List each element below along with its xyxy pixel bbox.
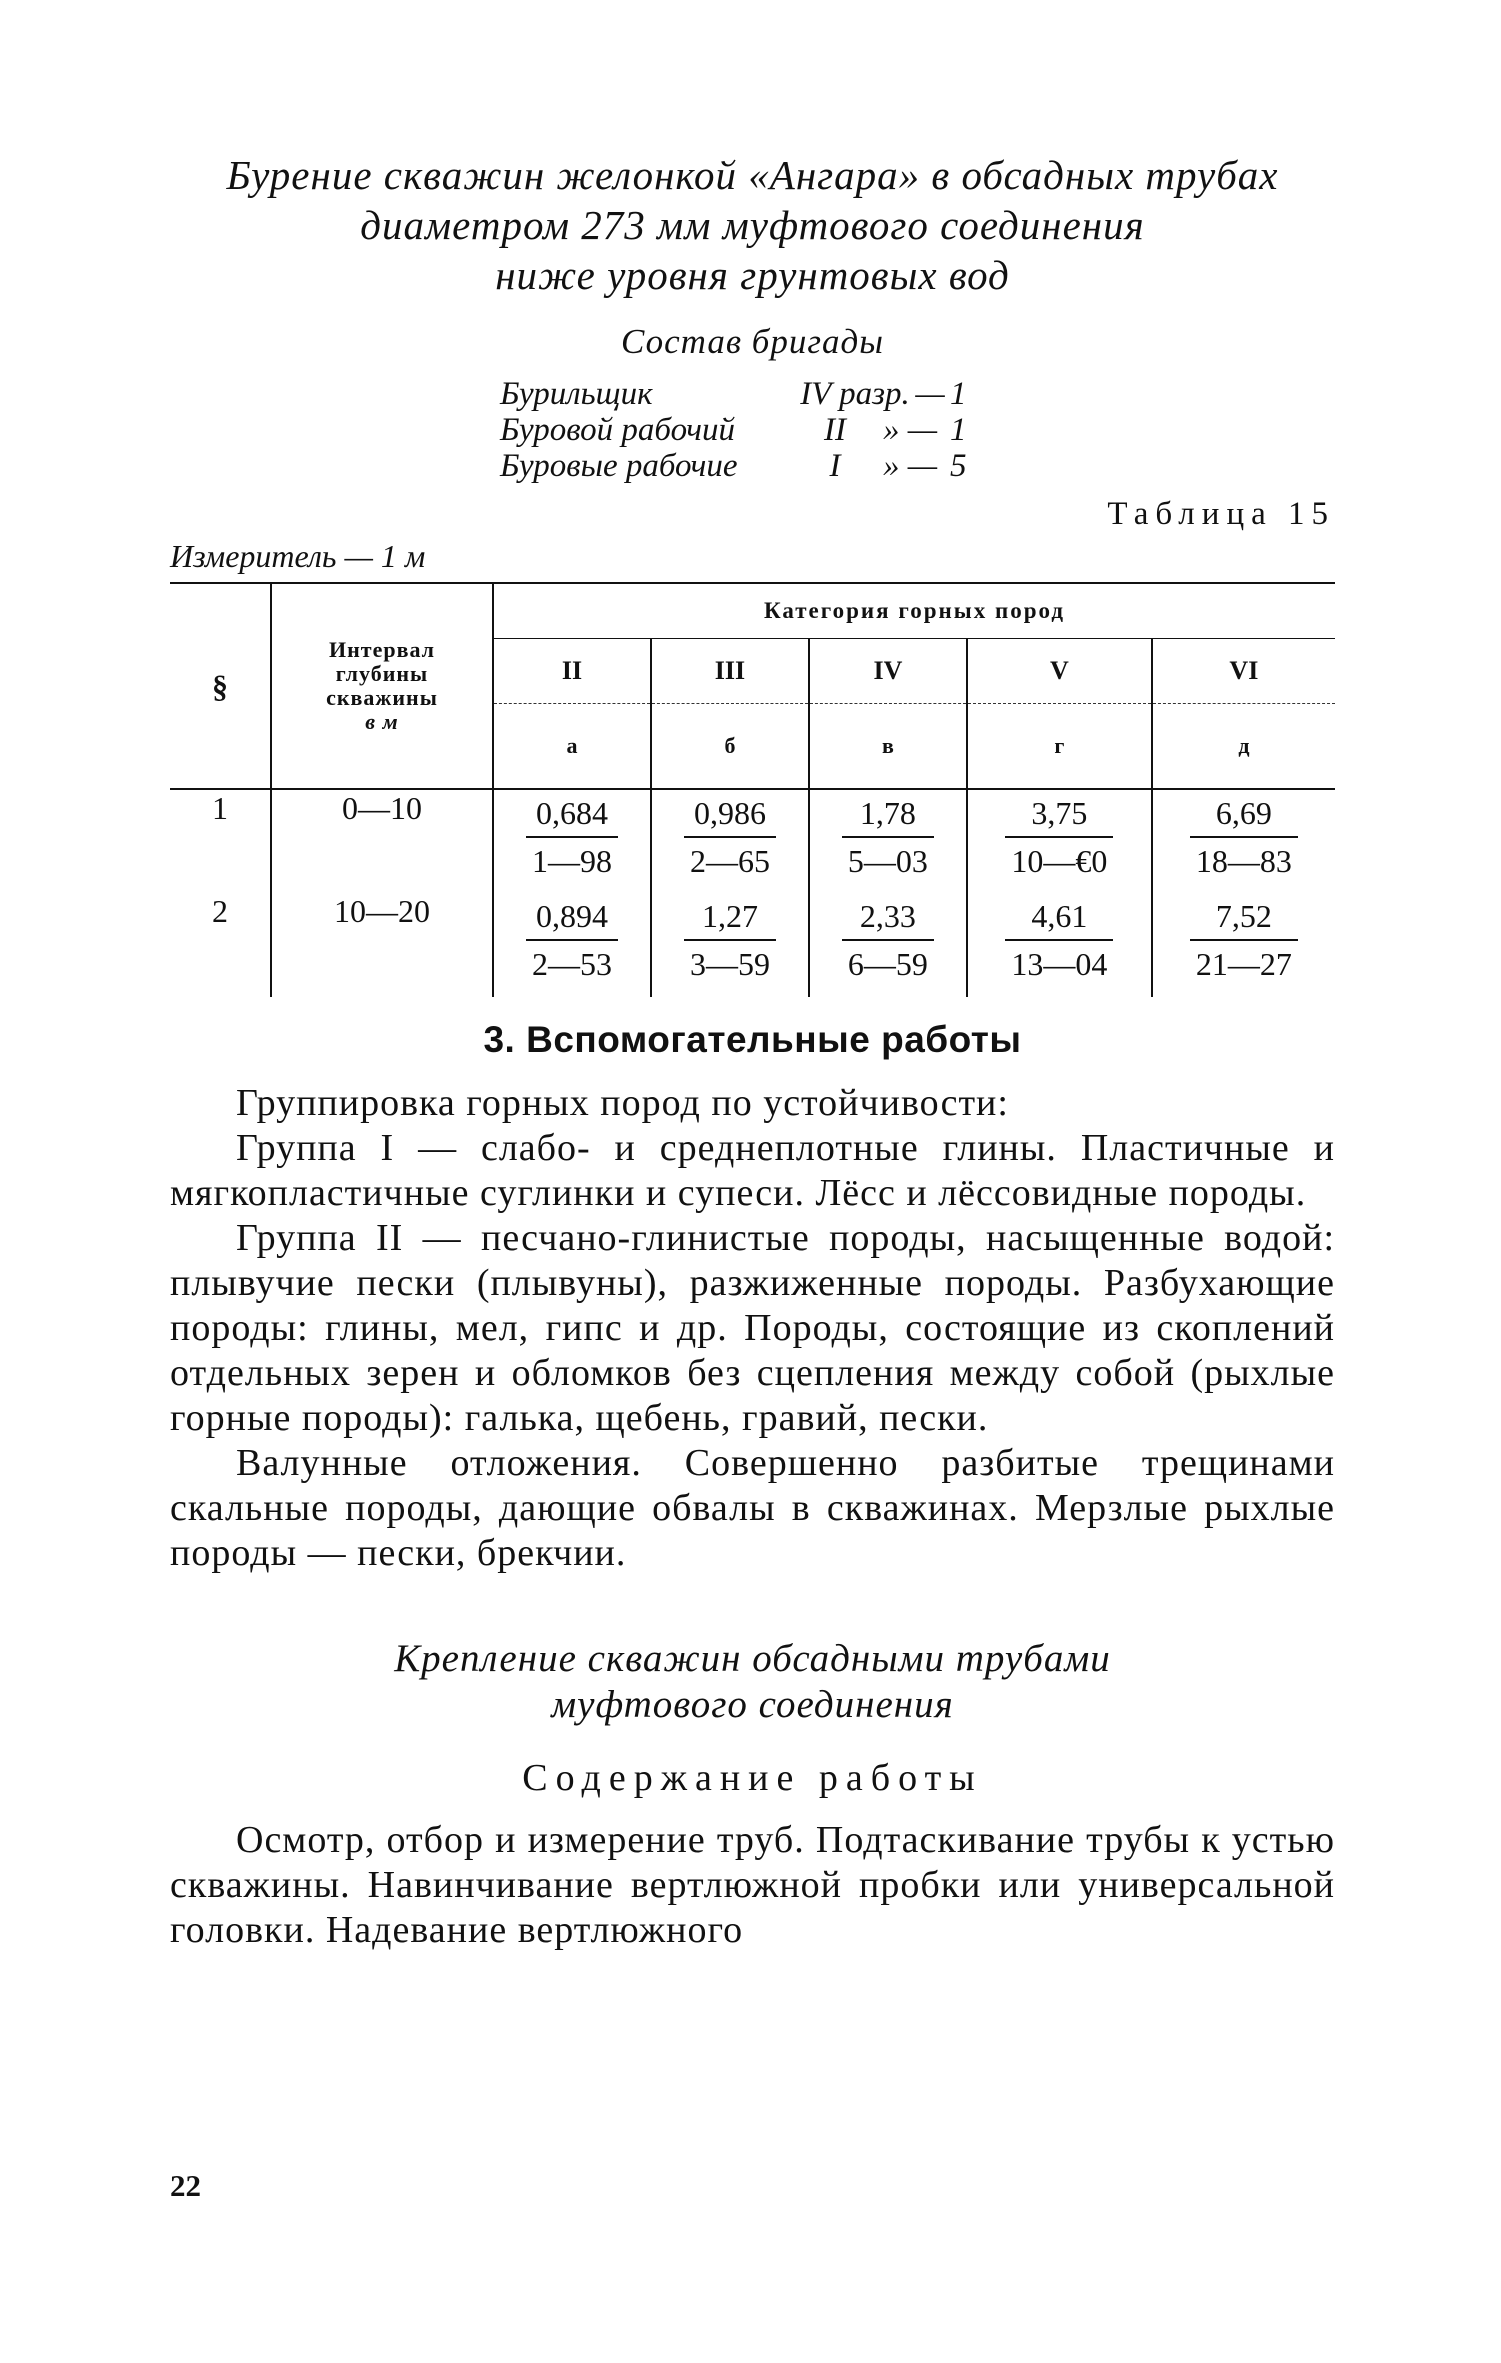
norm-table: [170, 582, 1335, 997]
interval-header-line: глубины: [335, 661, 429, 686]
category-letter: б: [651, 704, 809, 790]
page-content: [170, 150, 1335, 1953]
norm-rate: 2—53: [531, 946, 612, 982]
paragraph: Валунные отложения. Совершенно разбитые трещинами скальные породы, дающие обвалы в скважинах. Мерзлые рыхлые породы — пески, брекчии.: [170, 1442, 1335, 1574]
norm-time: 3,75: [1005, 790, 1113, 838]
crew-row: [500, 448, 1335, 484]
paragraph: Группировка горных пород по устойчивости:: [236, 1082, 1009, 1124]
norm-cell: [1152, 789, 1335, 893]
category-col-header: II: [493, 639, 651, 704]
category-header: Категория горных пород: [493, 583, 1335, 639]
paragraph: Группа I — слабо- и среднеплотные глины. Пластичные и мягкопластичные суглинки и супеси. Лёсс и лёссовидные породы.: [170, 1127, 1335, 1214]
norm-rate: 5—03: [847, 843, 928, 879]
crew-grade: IV разр.: [800, 376, 910, 412]
table-row: [170, 789, 1335, 893]
category-col-header: III: [651, 639, 809, 704]
norm-rate: 21—27: [1195, 946, 1292, 982]
norm-time: 0,986: [684, 790, 776, 838]
norm-cell: [809, 789, 967, 893]
heading-line-3: ниже уровня грунтовых вод: [495, 252, 1010, 298]
norm-cell: [1152, 893, 1335, 997]
norm-time: 6,69: [1190, 790, 1298, 838]
section-column-header: §: [170, 583, 271, 789]
crew-row: [500, 412, 1335, 448]
crew-separator: » —: [882, 412, 938, 448]
table-row: [170, 893, 1335, 997]
category-letter: а: [493, 704, 651, 790]
norm-rate: 13—04: [1011, 946, 1108, 982]
norm-time: 2,33: [842, 893, 934, 941]
crew-role: Буровые рабочие: [500, 448, 738, 484]
crew-list: [500, 376, 1335, 484]
crew-row: [500, 376, 1335, 412]
norm-cell: [493, 789, 651, 893]
crew-separator: » —: [882, 448, 938, 484]
norm-rate: 18—83: [1195, 843, 1292, 879]
interval-header-line: в м: [365, 709, 399, 734]
subsection-title: [170, 1636, 1335, 1728]
crew-grade: I: [829, 448, 841, 484]
heading-line-1: Бурение скважин желонкой «Ангара» в обсадных трубах: [226, 152, 1279, 198]
table-meta: [170, 496, 1335, 576]
crew-role: Буровой рабочий: [500, 412, 735, 448]
subsection-title-line: Крепление скважин обсадными трубами: [394, 1637, 1111, 1680]
crew-separator: —: [915, 376, 945, 412]
norm-time: 1,78: [842, 790, 934, 838]
interval-column-header: [271, 583, 493, 789]
row-number: 1: [212, 790, 228, 826]
crew-count: 1: [950, 412, 967, 448]
crew-role: Бурильщик: [500, 376, 653, 412]
norm-cell: [809, 893, 967, 997]
category-col-header: V: [967, 639, 1152, 704]
paragraph: Осмотр, отбор и измерение труб. Подтаскивание трубы к устью скважины. Навинчивание вертлюжной пробки или универсальной головки. Надевание вертлюжного: [170, 1819, 1335, 1951]
norm-time: 0,684: [526, 790, 618, 838]
norm-time: 7,52: [1190, 893, 1298, 941]
norm-cell: [967, 789, 1152, 893]
table-number-label: Таблица 15: [1107, 496, 1335, 532]
norm-rate: 1—98: [531, 843, 612, 879]
category-col-header: VI: [1152, 639, 1335, 704]
category-letter: д: [1152, 704, 1335, 790]
norm-cell: [651, 789, 809, 893]
content-title: Содержание работы: [522, 1757, 983, 1799]
crew-grade: II: [824, 412, 846, 448]
row-interval: 0—10: [271, 789, 493, 893]
norm-rate: 10—€0: [1011, 843, 1108, 879]
category-letter: в: [809, 704, 967, 790]
norm-time: 4,61: [1005, 893, 1113, 941]
section-title: 3. Вспомогательные работы: [483, 1019, 1022, 1060]
page-number: 22: [170, 2168, 201, 2203]
unit-label: Измеритель — 1 м: [170, 538, 426, 574]
crew-count: 5: [950, 448, 967, 484]
norm-time: 0,894: [526, 893, 618, 941]
row-interval: 10—20: [271, 893, 493, 997]
norm-rate: 6—59: [847, 946, 928, 982]
category-col-header: IV: [809, 639, 967, 704]
interval-header-line: скважины: [326, 685, 438, 710]
norm-cell: [651, 893, 809, 997]
norm-cell: [967, 893, 1152, 997]
interval-header-line: Интервал: [328, 637, 435, 662]
document-heading: [170, 150, 1335, 300]
norm-cell: [493, 893, 651, 997]
row-number: 2: [212, 893, 228, 929]
crew-title: Состав бригады: [621, 322, 884, 361]
norm-time: 1,27: [684, 893, 776, 941]
paragraph: Группа II — песчано-глинистые породы, насыщенные водой: плывучие пески (плывуны), разжиженные породы. Разбухающие породы: глины, мел, гипс и др. Породы, состоящие из скоплений отдельных зерен и обломков без сцепления между собой (рыхлые горные породы): галька, щебень, гравий, пески.: [170, 1217, 1335, 1439]
norm-rate: 3—59: [689, 946, 770, 982]
crew-count: 1: [950, 376, 967, 412]
heading-line-2: диаметром 273 мм муфтового соединения: [360, 202, 1145, 248]
category-letter: г: [967, 704, 1152, 790]
norm-rate: 2—65: [689, 843, 770, 879]
subsection-title-line: муфтового соединения: [551, 1683, 954, 1726]
